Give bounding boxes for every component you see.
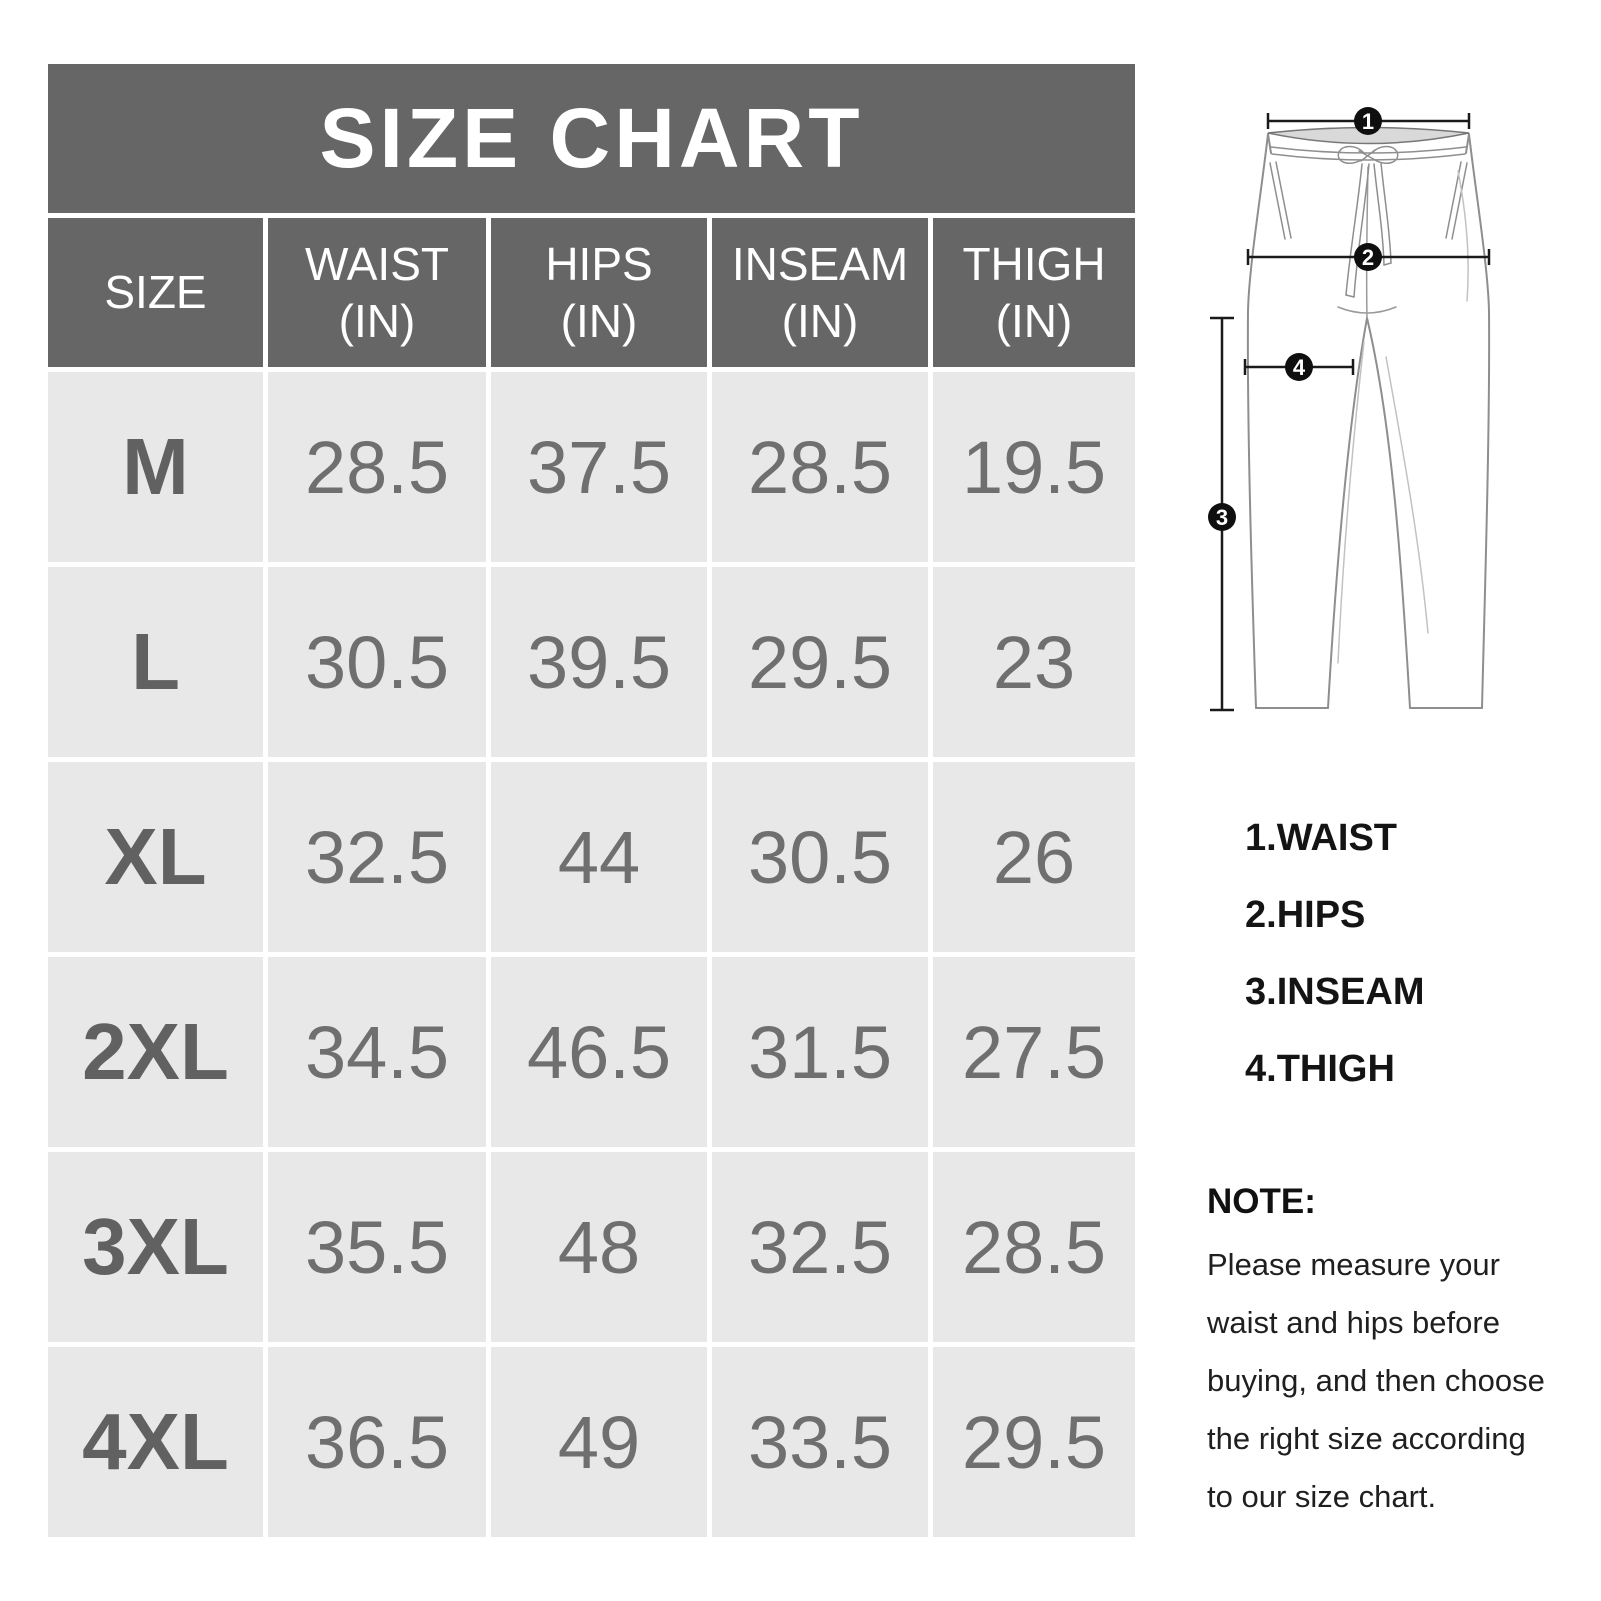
value-cell: 26: [933, 762, 1135, 952]
column-header-unit: (IN): [338, 294, 416, 347]
measurement-lines: [1210, 113, 1489, 710]
column-header-label: WAIST: [305, 238, 449, 291]
size-cell: XL: [48, 762, 263, 952]
marker-number-4: 4: [1292, 355, 1306, 380]
value-cell: 29.5: [933, 1347, 1135, 1537]
column-header-size: [48, 218, 263, 367]
column-header-label: THIGH: [962, 238, 1106, 291]
value-cell: 32.5: [712, 1152, 928, 1342]
marker-number-1: 1: [1361, 109, 1375, 134]
value-cell: 29.5: [712, 567, 928, 757]
pants-measurement-diagram: [1140, 55, 1600, 765]
column-header-unit: (IN): [781, 294, 859, 347]
legend-item: 3.INSEAM: [1245, 971, 1425, 1013]
value-cell: 28.5: [268, 372, 486, 562]
note-title: NOTE:: [1207, 1182, 1316, 1221]
measurement-legend: [1245, 800, 1424, 1108]
size-cell: M: [48, 372, 263, 562]
value-cell: 30.5: [268, 567, 486, 757]
column-header-inseam: [712, 218, 928, 367]
value-cell: 46.5: [491, 957, 707, 1147]
value-cell: 37.5: [491, 372, 707, 562]
size-table: [48, 64, 1135, 1537]
legend-item: 2.HIPS: [1245, 894, 1366, 936]
value-cell: 28.5: [933, 1152, 1135, 1342]
size-cell: 4XL: [48, 1347, 263, 1537]
size-cell: L: [48, 567, 263, 757]
pants-outline-icon: [1248, 134, 1489, 708]
value-cell: 35.5: [268, 1152, 486, 1342]
column-header-label: HIPS: [545, 238, 653, 291]
column-header-label: INSEAM: [731, 238, 909, 291]
value-cell: 27.5: [933, 957, 1135, 1147]
column-header-hips: [491, 218, 707, 367]
value-cell: 44: [491, 762, 707, 952]
value-cell: 48: [491, 1152, 707, 1342]
value-cell: 39.5: [491, 567, 707, 757]
value-cell: 32.5: [268, 762, 486, 952]
legend-item: 4.THIGH: [1245, 1048, 1395, 1090]
value-cell: 36.5: [268, 1347, 486, 1537]
size-cell: 3XL: [48, 1152, 263, 1342]
value-cell: 19.5: [933, 372, 1135, 562]
column-header-label: SIZE: [104, 266, 207, 319]
value-cell: 33.5: [712, 1347, 928, 1537]
note-body: [1207, 1236, 1545, 1526]
note-section: [1207, 1182, 1545, 1526]
note-line: buying, and then choose: [1207, 1363, 1545, 1398]
column-header-unit: (IN): [995, 294, 1073, 347]
note-line: waist and hips before: [1207, 1305, 1500, 1340]
note-line: Please measure your: [1207, 1247, 1500, 1282]
table-title: SIZE CHART: [48, 64, 1135, 213]
value-cell: 28.5: [712, 372, 928, 562]
column-header-unit: (IN): [560, 294, 638, 347]
marker-number-2: 2: [1361, 245, 1375, 270]
marker-number-3: 3: [1215, 505, 1229, 530]
note-line: the right size according: [1207, 1421, 1526, 1456]
legend-item: 1.WAIST: [1245, 817, 1398, 859]
diagram-markers: [1208, 107, 1382, 531]
drawstring-icon: [1338, 146, 1397, 297]
value-cell: 31.5: [712, 957, 928, 1147]
size-cell: 2XL: [48, 957, 263, 1147]
value-cell: 49: [491, 1347, 707, 1537]
column-header-waist: [268, 218, 486, 367]
note-line: to our size chart.: [1207, 1479, 1437, 1514]
value-cell: 30.5: [712, 762, 928, 952]
column-header-thigh: [933, 218, 1135, 367]
value-cell: 34.5: [268, 957, 486, 1147]
value-cell: 23: [933, 567, 1135, 757]
